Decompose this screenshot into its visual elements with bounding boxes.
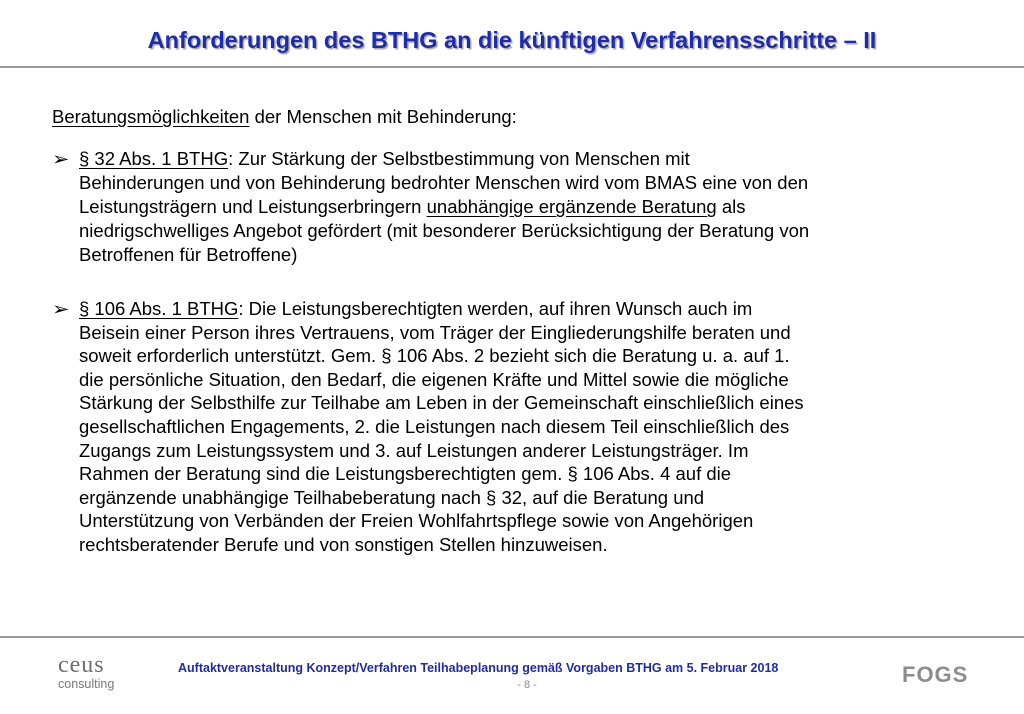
intro-line	[52, 105, 517, 129]
bottom-divider	[0, 636, 1024, 638]
bullet-text: ergänzende unabhängige Teilhabeberatung nach § 32, auf die Beratung und	[79, 486, 705, 508]
bullet-highlight: unabhängige ergänzende Beratung	[426, 196, 717, 217]
arrow-bullet-icon: ➢	[52, 149, 70, 169]
footer-event-title: Auftaktveranstaltung Konzept/Verfahren Teilhabeplanung gemäß Vorgaben BTHG am 5. Februar 2018	[178, 661, 779, 675]
slide-title: Anforderungen des BTHG an die künftigen Verfahrensschritte – II	[147, 27, 877, 53]
bullet-ref: § 106 Abs. 1 BTHG	[79, 298, 239, 319]
intro-rest: der Menschen mit Behinderung:	[249, 106, 517, 127]
bullet-text: niedrigschwelliges Angebot gefördert (mit besonderer Berücksichtigung der Beratung von	[79, 220, 810, 241]
ceus-logo: ceus	[58, 652, 105, 678]
top-divider	[0, 66, 1024, 68]
bullet-text: Unterstützung von Verbänden der Freien Wohlfahrtspflege sowie von Angehörigen	[79, 510, 754, 532]
page-number: - 8 -	[517, 679, 537, 691]
fogs-logo: FOGS	[902, 662, 969, 687]
bullet-text: : Zur Stärkung der Selbstbestimmung von Menschen mit	[228, 148, 690, 169]
bullet-text: Beisein einer Person ihres Vertrauens, vom Träger der Eingliederungshilfe beraten und	[79, 321, 791, 343]
bullet-text: die persönliche Situation, den Bedarf, die eigenen Kräfte und Mittel sowie die mögliche	[79, 368, 789, 390]
bullet-text: gesellschaftlichen Engagements, 2. die Leistungen nach diesem Teil einschließlich des	[79, 415, 790, 437]
bullet-text: als	[716, 196, 746, 217]
bullet-text: Leistungsträgern und Leistungserbringern	[79, 196, 427, 217]
bullet-text: soweit erforderlich unterstützt. Gem. § 106 Abs. 2 bezieht sich die Beratung u. a. auf 1.	[79, 345, 790, 367]
arrow-bullet-icon: ➢	[52, 299, 70, 319]
intro-underlined: Beratungsmöglichkeiten	[52, 106, 250, 127]
bullet-ref: § 32 Abs. 1 BTHG	[79, 148, 229, 169]
ceus-logo-subtitle: consulting	[58, 677, 115, 691]
bullet-text: Stärkung der Selbsthilfe zur Teilhabe am Leben in der Gemeinschaft einschließlich eines	[79, 392, 804, 414]
bullet-text: Zugangs zum Leistungssystem und 3. auf Leistungen anderer Leistungsträger. Im	[79, 439, 749, 461]
bullet-text: Betroffenen für Betroffene)	[79, 244, 298, 265]
bullet-text: rechtsberatender Berufe und von sonstigen Stellen hinzuweisen.	[79, 533, 608, 555]
bullet-text: Rahmen der Beratung sind die Leistungsberechtigten gem. § 106 Abs. 4 auf die	[79, 463, 732, 485]
bullet-text: Behinderungen und von Behinderung bedrohter Menschen wird vom BMAS eine von den	[79, 172, 809, 193]
bullet-text: : Die Leistungsberechtigten werden, auf ihren Wunsch auch im	[238, 298, 753, 319]
